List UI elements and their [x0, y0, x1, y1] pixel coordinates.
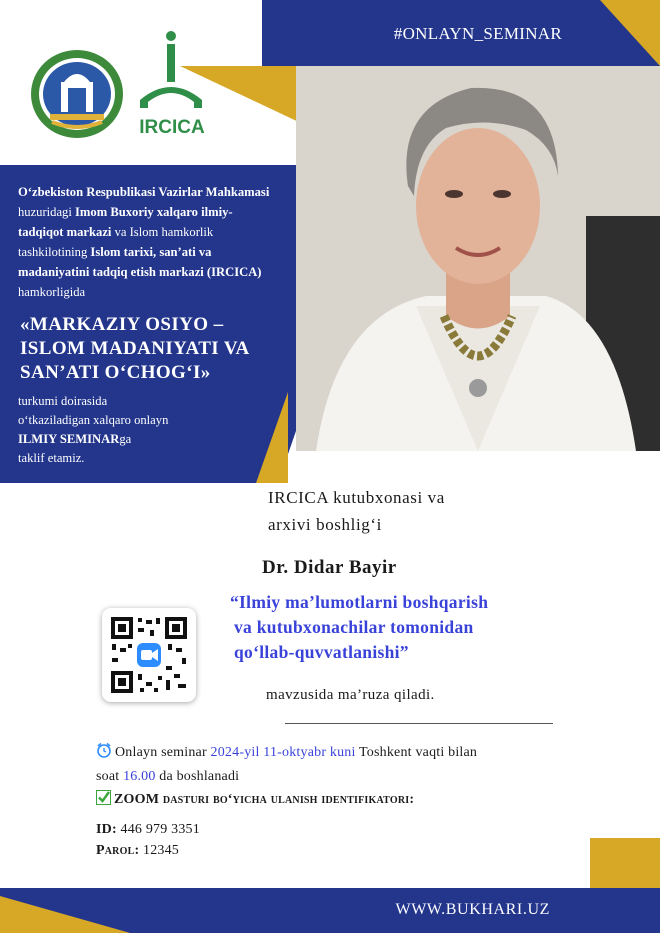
intro-line: tadqiqot markazi va Islom hamkorlik [18, 225, 214, 239]
invite-line: turkumi doirasida [18, 394, 108, 408]
lecture-title [230, 590, 590, 665]
alarm-clock-icon [96, 742, 112, 766]
lecture-line: qo‘llab-quvvatlanishi” [234, 642, 409, 662]
speaker-role [268, 484, 568, 538]
intro-line: tashkilotining Islom tarixi, san’ati va [18, 245, 212, 259]
intro-line: madaniyatini tadqiq etish markazi (IRCICA) [18, 265, 262, 279]
organizers-intro [18, 182, 338, 302]
title-line: «MARKAZIY OSIYO – [20, 314, 224, 335]
invite-line: ILMIY SEMINARga [18, 432, 132, 446]
speaker-photo [296, 66, 660, 451]
ircica-logo-text: IRCICA [139, 117, 205, 138]
speaker-name: Dr. Didar Bayir [262, 557, 397, 578]
role-line: IRCICA kutubxonasi va [268, 488, 445, 507]
intro-line: huzuridagi Imom Buxoriy xalqaro ilmiy- [18, 205, 233, 219]
seminar-series-title [20, 313, 320, 385]
website-link[interactable]: WWW.BUKHARI.UZ [395, 901, 550, 918]
lecture-line: “Ilmiy ma’lumotlarni boshqarish [230, 592, 489, 612]
ircica-emblem [134, 30, 210, 114]
hashtag-label: #ONLAYN_SEMINAR [393, 24, 562, 43]
zoom-heading: ZOOM dasturi bo‘yicha ulanish identifikatori: [96, 789, 576, 813]
invite-line: taklif etamiz. [18, 451, 85, 465]
footer-gold-strip-right [590, 838, 660, 888]
invite-line: o‘tkaziladigan xalqaro onlayn [18, 413, 169, 427]
intro-line: O‘zbekiston Respublikasi Vazirlar Mahkamasi [18, 185, 270, 199]
lecture-suffix: mavzusida ma’ruza qiladi. [266, 687, 435, 703]
intro-line: hamkorligida [18, 285, 86, 299]
check-mark-icon [96, 790, 111, 813]
title-line: ISLOM MADANIYATI VA [20, 338, 250, 359]
zoom-password: Parol: 12345 [96, 843, 180, 858]
schedule-info: Onlayn seminar 2024-yil 11-oktyabr kuni Toshkent vaqti bilan soat 16.00 da boshlanadi [96, 742, 566, 788]
invitation-text [18, 392, 258, 468]
ircica-logo [134, 30, 210, 140]
zoom-qr-code[interactable] [102, 608, 196, 702]
zoom-meeting-id: ID: 446 979 3351 [96, 822, 200, 837]
qr-code-image [102, 608, 196, 702]
imom-buxoriy-center-logo [28, 48, 126, 140]
speaker-portrait [296, 66, 660, 451]
section-divider [285, 723, 553, 724]
title-line: SAN’ATI O‘CHOG‘I» [20, 362, 211, 383]
lecture-line: va kutubxonachilar tomonidan [234, 617, 474, 637]
role-line: arxivi boshlig‘i [268, 515, 382, 534]
